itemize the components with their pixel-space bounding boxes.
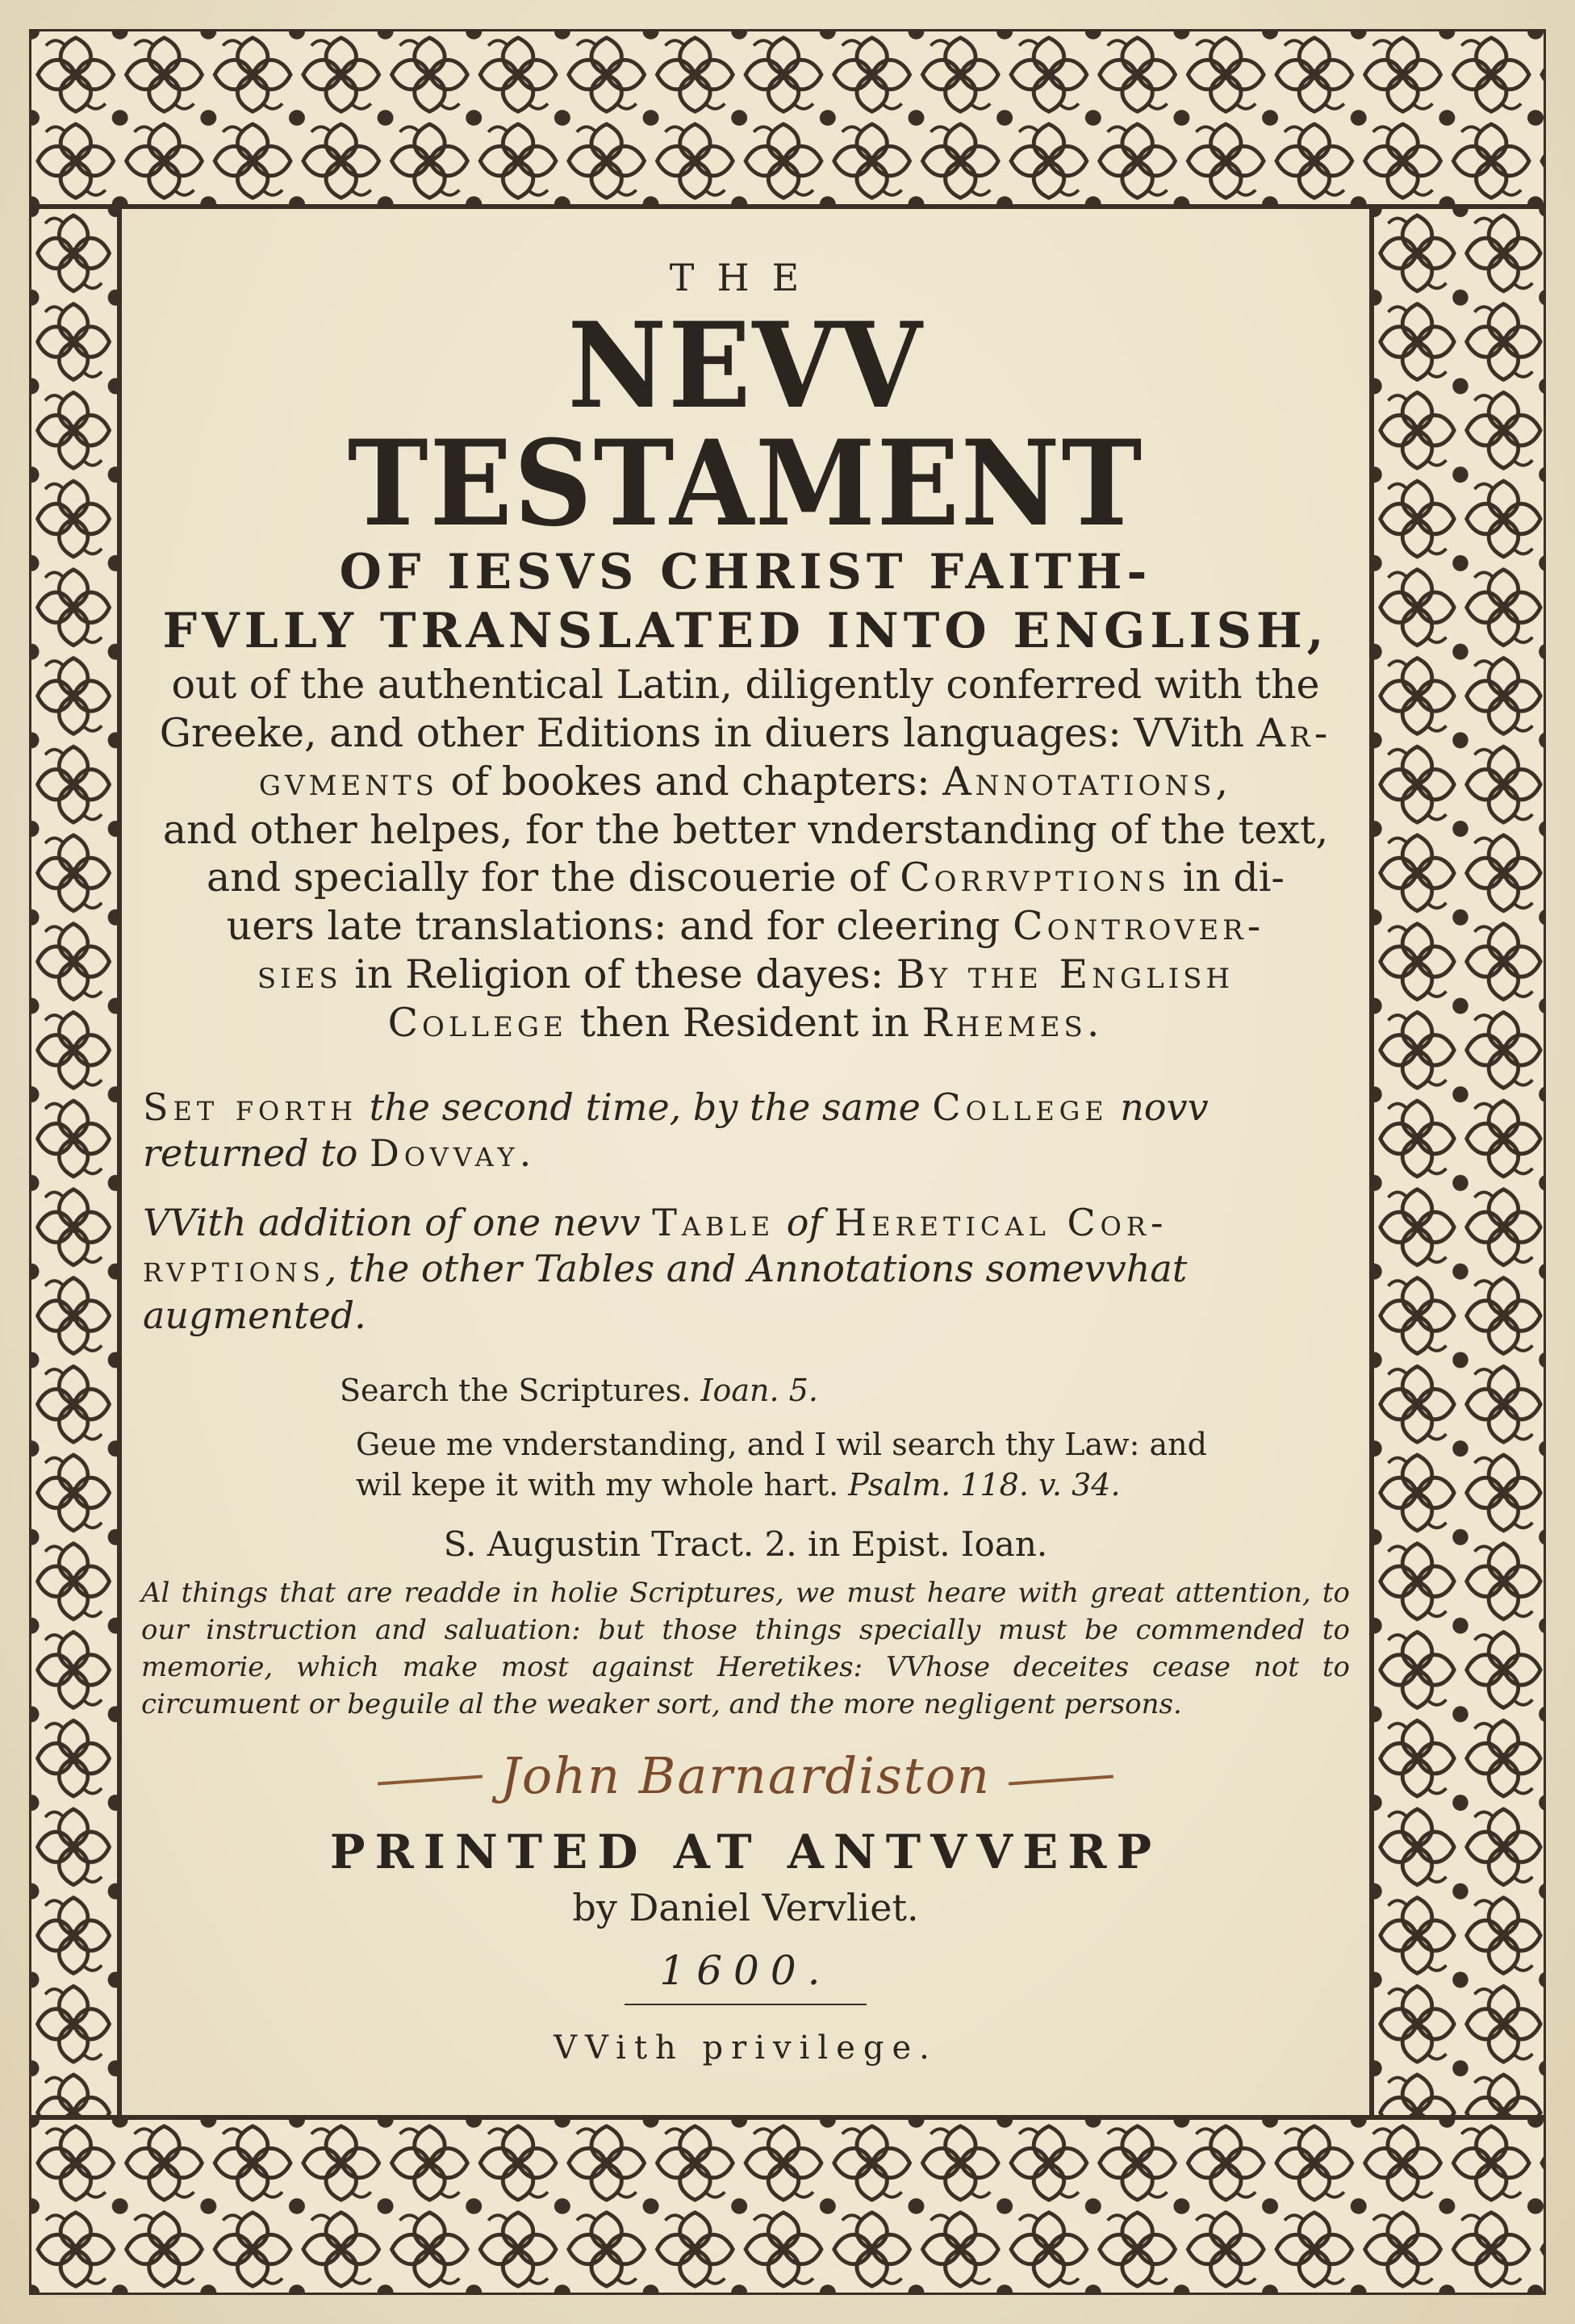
addition-line-3: augmented. [143,1293,366,1337]
imprint-year: 1600. [659,1946,832,1994]
set-forth-smallcaps: Set forth [143,1085,358,1129]
addition-text: , the other Tables and Annotations somevvhat [324,1247,1188,1290]
signature-flourish-left [378,1774,483,1785]
signature-flourish-right [1009,1774,1113,1785]
addition-smallcaps: Table [652,1200,775,1244]
title-text-panel [119,207,1372,2117]
description-text: and specially for the discouerie of [207,855,900,901]
quote-citation: Psalm. 118. v. 34. [848,1466,1121,1503]
quote-text: Search the Scriptures. [340,1373,701,1408]
subtitle-line-2: FVLLY TRANSLATED INTO ENGLISH, [162,603,1329,660]
addition-line-2 [143,1246,1348,1293]
description-text: then Resident in [566,999,922,1046]
scripture-quote-2 [138,1425,1353,1505]
addition-text: VVith addition of one nevv [143,1200,653,1244]
description-line-2 [149,709,1342,758]
description-text: in Religion of these dayes: [341,951,896,997]
addition-smallcaps: rvptions [143,1247,325,1290]
set-forth-smallcaps: College [932,1085,1109,1129]
description-paragraph [138,661,1353,1047]
set-forth-line-1 [143,1085,1348,1131]
ornamental-border-right [1372,207,1546,2117]
set-forth-paragraph [138,1085,1353,1177]
description-line-5 [149,854,1342,902]
description-smallcaps: gvments [258,758,438,805]
divider-rule [625,2004,867,2005]
ornamental-border-left [29,207,119,2117]
description-line-6 [149,902,1342,951]
augustin-heading: S. Augustin Tract. 2. in Epist. Ioan. [443,1524,1048,1565]
description-smallcaps: Annotations, [942,758,1233,805]
description-smallcaps: College [387,999,567,1046]
augustin-quote: Al things that are readde in holie Scriptures, we must heare with great attention, to our instruction and saluation: but those things specially must be commended to memorie, which make most against Heretikes: VVhose deceites cease not to circumuent or beguile al the weaker sort, and the more negligent persons. [141,1577,1350,1720]
quote-line-2 [356,1465,1353,1505]
quote-line-1: Geue me vnderstanding, and I wil search thy Law: and [356,1427,1207,1463]
scripture-quote-1 [138,1371,1353,1411]
description-line-8 [149,999,1342,1047]
imprint-place: PRINTED AT ANTVVERP [329,1824,1162,1879]
ornamental-border-bottom [29,2117,1546,2295]
set-forth-line-2 [143,1131,1348,1177]
addition-line-1 [143,1200,1348,1247]
description-smallcaps: sies [257,951,342,997]
description-smallcaps: Rhemes. [921,999,1104,1046]
set-forth-text: the second time, by the same [357,1085,933,1129]
description-line-1: out of the authentical Latin, diligently conferred with the [171,662,1320,708]
addition-paragraph [138,1200,1353,1340]
set-forth-text: returned to [143,1131,370,1175]
description-line-7 [149,951,1342,999]
main-title: NEVV TESTAMENT [347,297,1144,553]
description-smallcaps: Controver- [1013,903,1265,950]
addition-smallcaps: Heretical Cor- [834,1200,1168,1244]
title-the: THE [669,256,822,299]
description-text: Greeke, and other Editions in diuers languages: VVith [159,710,1257,757]
imprint-printer: by Daniel Vervliet. [572,1885,919,1929]
description-line-4: and other helpes, for the better vnderstanding of the text, [162,806,1329,853]
description-text: uers late translations: and for cleering [226,903,1013,950]
set-forth-smallcaps: Dovvay. [370,1131,537,1175]
description-text: of bookes and chapters: [437,758,943,805]
signature-text: John Barnardiston [500,1745,991,1805]
quote-text: wil kepe it with my whole hart. [356,1466,849,1503]
description-smallcaps: By the English [896,951,1235,997]
description-smallcaps: Ar- [1256,710,1332,757]
privilege-line: VVith privilege. [554,2029,938,2067]
description-smallcaps: Corrvptions [900,855,1170,901]
subtitle-line-1: OF IESVS CHRIST FAITH- [339,544,1152,600]
set-forth-text: novv [1108,1085,1209,1129]
description-line-3 [149,758,1342,806]
quote-citation: Ioan. 5. [700,1373,818,1408]
ornamental-border-top [29,29,1546,207]
description-text: in di- [1170,855,1285,901]
addition-text: of [775,1200,835,1244]
handwritten-signature [138,1746,1353,1805]
